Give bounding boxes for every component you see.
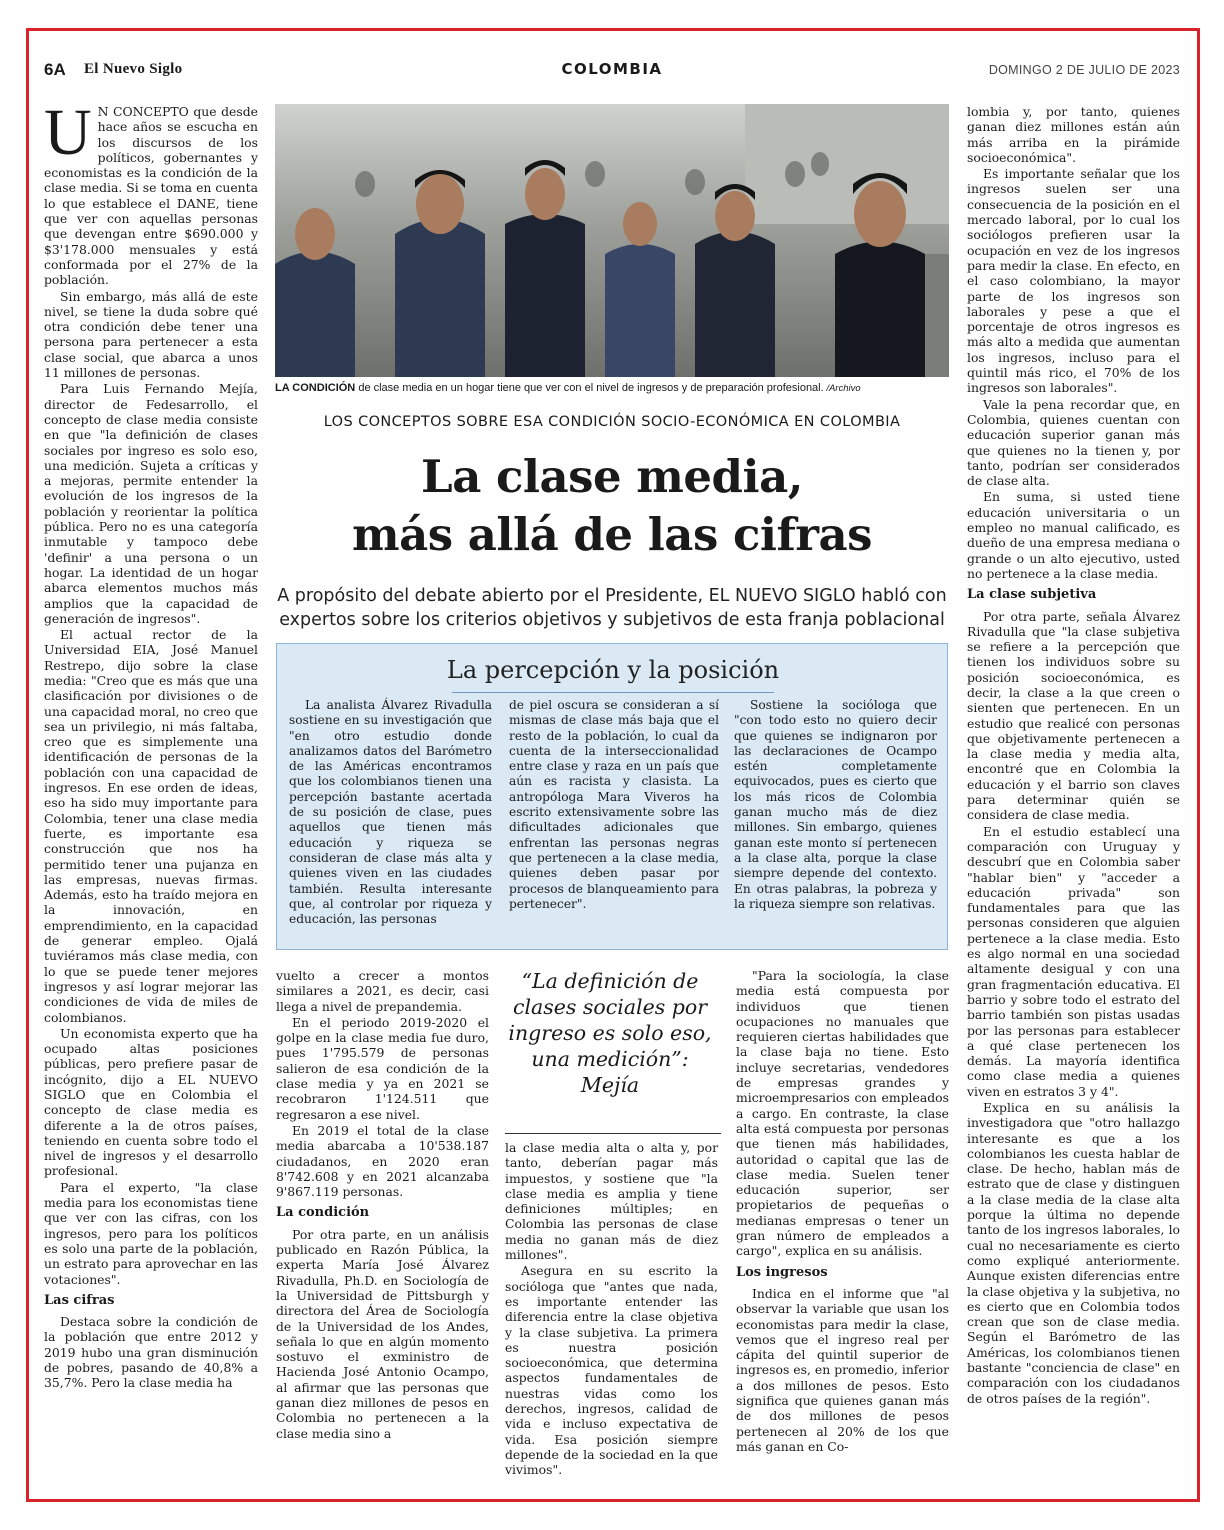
kicker: LOS CONCEPTOS SOBRE ESA CONDICIÓN SOCIO-ECONÓMICA EN COLOMBIA	[323, 414, 901, 430]
column-2: vuelto a crecer a montos similares a 2021, es decir, casi llega a nivel de prepandemia. En el periodo 2019-2020 el golpe en la clase media fue duro, pues 1'795.579 de personas salieron de esa condición de la clase media y ya en 2021 se recobraron 1'124.511 que regresaron a ese nivel. En 2019 el total de la clase media abarcaba a 10'538.187 ciudadanos, en 2020 eran 8'742.608 y en 2021 alcanzaba 9'867.119 personas. La condición Por otra parte, en un análisis publicado en Razón Pública, la experta María José Álvarez Rivadulla, Ph.D. en Sociología de la Universidad de Pittsburgh y directora del Área de Sociología de la Universidad de los Andes, señala lo que en algún momento sostuvo el exministro de Hacienda José Antonio Ocampo, al afirmar que las personas que ganan diez millones de pesos en Colombia no pertenecen a la clase media sino a	[276, 968, 489, 1441]
paragraph: Para Luis Fernando Mejía, director de Fedesarrollo, el concepto de clase media consiste en que "la definición de clases sociales por ingreso es solo eso, una medición. Sujeta a críticas y a mejoras, permite entender la evolución de los ingresos de la población y reorientar la política pública. Pero no es una categoría inmutable y tampoco debe 'definir' a una persona o un hogar. La identidad de un hogar abarca elementos muchos más amplios que la capacidad de generación de ingresos".	[44, 381, 258, 626]
paragraph: Para el experto, "la clase media para los economistas tiene que ver con las cifras, con los ingresos, pero para los políticos es solo una parte de la población, un estrato para aprovechar en las votaciones".	[44, 1179, 258, 1287]
newspaper-name: El Nuevo Siglo	[84, 61, 183, 77]
photo-caption: LA CONDICIÓN de clase media en un hogar tiene que ver con el nivel de ingresos y de preparación profesional. /Archivo	[275, 382, 861, 394]
paragraph: El actual rector de la Universidad EIA, José Manuel Restrepo, dijo sobre la clase media: "Creo que es más que una clasificación por divisiones o de una capacidad moral, no creo que sea un privilegio, ni más faltaba, creo que es simplemente una identificación de personas de la población con una capacidad de ingresos. En ese orden de ideas, eso ha sido muy importante para Colombia, tener una clase media fuerte, es importante esa construcción que nos ha permitido tener una pujanza en las empresas, nuevas firmas. Además, esto ha traído mejora en la innovación, en emprendimiento, en la capacidad de generar empleo. Ojalá tuviéramos más clase media, con lo que se puede tener mejores ingresos y así lograr mejorar las condiciones de vida de miles de colombianos.	[44, 627, 258, 1025]
paragraph: Destaca sobre la condición de la población que entre 2012 y 2019 hubo una gran disminución de pobres, pasando de 40,8% a 35,7%. Pero la clase media ha	[44, 1314, 258, 1391]
box-column-3: Sostiene la socióloga que "con todo esto no quiero decir que quienes se indignaron por las declaraciones de Ocampo estén completamente equivocados, pues es cierto que los más ricos de Colombia ganan mucho más de diez millones. Sin embargo, quienes ganan este monto sí pertenecen a la clase alta, porque la clase siempre depende del contexto. En otras palabras, la pobreza y la riqueza siempre son relativas.	[734, 698, 937, 911]
box-column-1: La analista Álvarez Rivadulla sostiene en su investigación que "en otro estudio donde analizamos datos del Barómetro de las Américas encontramos que los colombianos tienen una percepción bastante acertada de su posición de clase, pues aquellos que tienen más educación y riqueza se consideran de clase más alta y quienes viven en las ciudades también. Resulta interesante que, al controlar por riqueza y educación, las personas	[289, 698, 492, 927]
box-title-rule	[452, 692, 774, 693]
section-name: COLOMBIA	[561, 60, 663, 78]
column-3: la clase media alta o alta y, por tanto, deberían pagar más impuestos, y sostiene que "la clase media es amplia y tiene definiciones múltiples; en Colombia las personas de clase media no ganan más de diez millones". Asegura en su escrito la socióloga que "antes que nada, es importante entender las diferencia entre la clase objetiva y la clase subjetiva. La primera es nuestra posición socioeconómica, que determina aspectos fundamentales de nuestras vidas como los derechos, ingresos, calidad de vida e incluso expectativa de vida. Esa posición siempre depende de la sociedad en la que vivimos".	[505, 1140, 718, 1478]
pull-quote-rule	[505, 1133, 721, 1134]
box-column-2: de piel oscura se consideran a sí mismas de clase más baja que el resto de la población, lo cual da cuenta de la interseccionalidad entre clase y raza en un país que aún es racista y clasista. La antropóloga Mara Viveros ha escrito extensivamente sobre las dificultades adicionales que enfrentan las personas negras que pertenecen a la clase media, quienes deben pasar por procesos de blanqueamiento para pertenecer".	[509, 698, 719, 911]
box-title: La percepción y la posición	[446, 656, 780, 684]
column-4: "Para la sociología, la clase media está compuesta por individuos que tienen ocupaciones no manuales que requieren ciertas habilidades que la clase baja no tiene. Esto incluye secretarias, vendedores de empresas grandes y microempresarios con empleados a cargo. En contraste, la clase alta está compuesta por personas que tienen más habilidades, autoridad o capital que las de clase media. Suelen tener educación superior, ser propietarios de pequeñas o medianas empresas o tener un gran número de empleados a cargo", explica en su análisis. Los ingresos Indica en el informe que "al observar la variable que usan los economistas para medir la clase, vemos que el ingreso real per cápita del quintil superior de ingresos es, en promedio, inferior a dos millones de pesos. Esto significa que quienes ganan más de dos millones de pesos pertenecen al 20% de los que más ganan en Co-	[736, 968, 949, 1454]
paragraph: Un economista experto que ha ocupado altas posiciones públicas, pero prefiere pasar de incógnito, dijo a EL NUEVO SIGLO que en Colombia el concepto de clase media es diferente a la de otros países, teniendo en cuenta sobre todo el nivel de ingresos y el desarrollo profesional.	[44, 1025, 258, 1179]
lead-paragraph: U N CONCEPTO que desde hace años se escucha en los discursos de los políticos, gobernantes y economistas es la condición de la clase media. Si se toma en cuenta lo que establece el DANE, tiene que ver con aquellas personas que devengan entre $690.000 y $3'178.000 mensuales y está conformada por el 27% de la población.	[44, 96, 258, 288]
subhead-la-condicion: La condición	[276, 1205, 370, 1221]
page-header	[44, 60, 1180, 82]
paragraph: Sin embargo, más allá de este nivel, se tiene la duda sobre qué otra condición debe tener una persona para pertenecer a esta clase social, que abarca a unos 11 millones de personas.	[44, 288, 258, 381]
deck: A propósito del debate abierto por el Presidente, EL NUEVO SIGLO habló con expertos sobre los criterios objetivos y subjetivos de esta franja poblacional	[277, 586, 947, 630]
subhead-las-cifras: Las cifras	[44, 1292, 115, 1308]
sidebar-box	[276, 643, 948, 950]
issue-date: DOMINGO 2 DE JULIO DE 2023	[988, 63, 1180, 77]
subhead-los-ingresos: Los ingresos	[736, 1264, 828, 1280]
headline: La clase media, más allá de las cifras	[351, 450, 872, 561]
pull-quote: “La definición de clases sociales por ingreso es solo eso, una medición”: Mejía	[508, 969, 712, 1097]
students-queue-photo	[275, 104, 949, 377]
drop-cap: U	[44, 96, 92, 169]
subhead-la-clase-subjetiva: La clase subjetiva	[967, 587, 1097, 603]
lead-photo	[275, 104, 949, 377]
column-1	[44, 96, 258, 1494]
page-number: 6A	[44, 60, 66, 79]
column-5: lombia y, por tanto, quienes ganan diez millones están aún más arriba en la pirámide socioeconómica". Es importante señalar que los ingresos suelen ser una consecuencia de la posición en el mercado laboral, por lo cual los sociólogos prefieren usar la ocupación en vez de los ingresos para medir la clase. En efecto, en el caso colombiano, la mayor parte de los ingresos son laborales y pese a que el porcentaje de otros ingresos es más alto a medida que aumentan los ingresos, incluso para el quintil más rico, el 70% de los ingresos son laborales". Vale la pena recordar que, en Colombia, quienes cuentan con educación superior ganan más que quienes no la tienen y, por tanto, podrían ser considerados de clase alta. En suma, si usted tiene educación universitaria o un empleo no manual calificado, es dueño de una empresa mediana o grande o un alto ejecutivo, usted no pertenece a la clase media. La clase subjetiva Por otra parte, señala Álvarez Rivadulla que "la clase subjetiva se refiere a la percepción que tienen los individuos sobre su posición socioeconómica, es decir, la clase a la que creen o sienten que pertenecen. En un estudio que realicé con personas que objetivamente pertenecen a la clase media y media alta, encontré que en Colombia la educación y el barrio son claves para determinar quién se considera de clase media. En el estudio establecí una comparación con Uruguay y descubrí que en Colombia saber "hablar bien" y "acceder a educación privada" son fundamentales para que las personas consideren que alguien pertenece a la clase media. Esto es algo normal en una sociedad altamente desigual y con una gran fragmentación educativa. El barrio y sobre todo el estrato del barrio también son pistas usadas por las personas para establecer a qué clase pertenecen los demás. La mayoría identifica como clase media a quienes viven en estratos 3 y 4". Explica en su análisis la investigadora que "otro hallazgo interesante es que a los colombianos les cuesta hablar de clase. De hecho, hablan más de estrato que de clase y distinguen a la clase media de la clase alta porque la última no depende tanto de los ingresos laborales, lo cual no necesariamente es cierto como expliqué anteriormente. Aunque existen diferencias entre la clase objetiva y la subjetiva, no es cierto que en Colombia todos crean que son de clase media. Según el Barómetro de las Américas, los colombianos tienen bastante "conciencia de clase" en comparación con los ciudadanos de otros países de la región".	[967, 104, 1180, 1406]
